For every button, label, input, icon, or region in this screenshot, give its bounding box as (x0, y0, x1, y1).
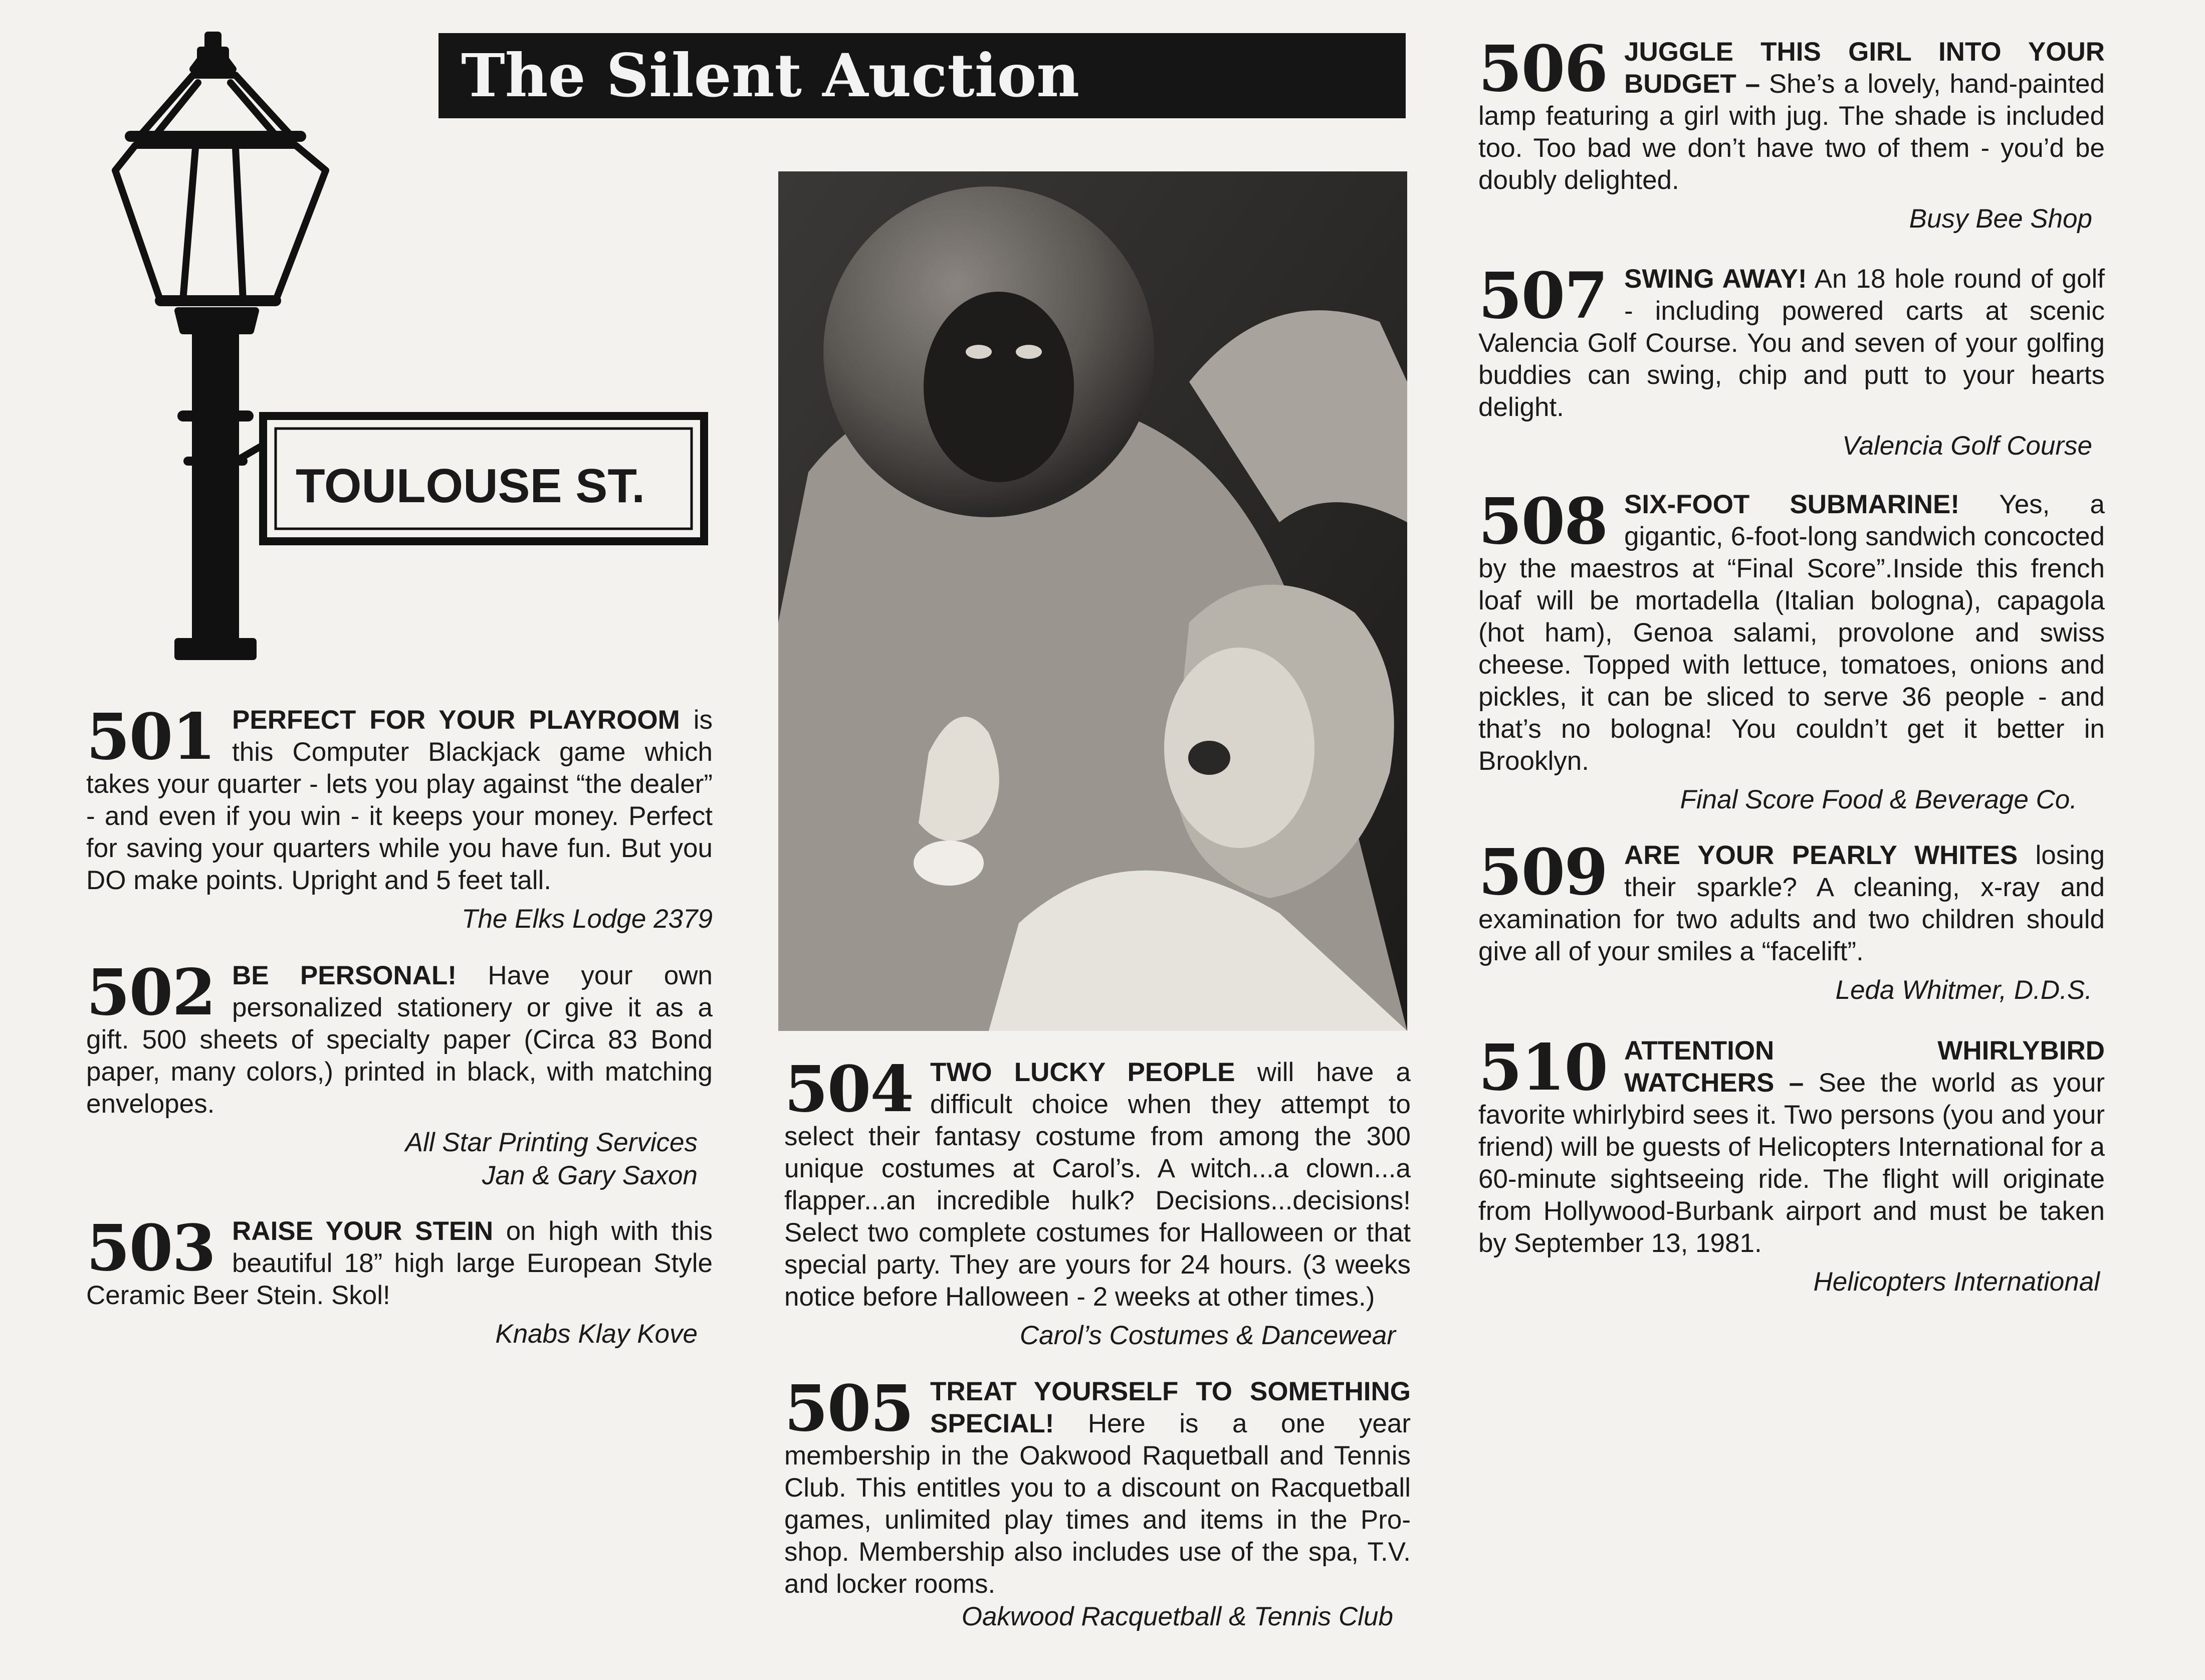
item-sponsor (86, 1318, 713, 1351)
item-body: An 18 hole round of golf - including powered carts at scenic Valencia Golf Course. You and seven of your golfing buddies can swing, chip and putt to your hearts delight. (1478, 264, 2105, 422)
auction-item-503 (86, 1211, 713, 1351)
item-number: 510 (1478, 1030, 1608, 1105)
auction-item-504 (784, 1052, 1411, 1352)
item-body: on high with this beautiful 18” high large European Style Ceramic Beer Stein. Skol! (86, 1216, 713, 1310)
auction-item-509 (1478, 835, 2105, 1007)
sponsor-name: Leda Whitmer, D.D.S. (1835, 975, 2092, 1005)
sponsor-name: Oakwood Racquetball & Tennis Club (961, 1602, 1393, 1631)
item-headline: SWING AWAY! (1624, 264, 1807, 294)
street-sign-label: TOULOUSE ST. (296, 459, 645, 513)
item-body: Yes, a gigantic, 6-foot-long sandwich concocted by the maestros at “Final Score”.Inside this french loaf will be mortadella (Italian bologna), capagola (hot ham), Genoa salami, provolone and swiss cheese. Topped with lettuce, tomatoes, onions and pickles, it can be sliced to serve 36 people - and that’s no bologna! You couldn’t get it better in Brooklyn. (1478, 490, 2105, 776)
sponsor-name: Knabs Klay Kove (495, 1319, 698, 1349)
item-number: 505 (784, 1371, 914, 1445)
sponsor-name: The Elks Lodge 2379 (462, 904, 713, 934)
sponsor-name: Jan & Gary Saxon (482, 1161, 698, 1190)
sponsor-name: Valencia Golf Course (1842, 431, 2092, 461)
item-body: Have your own personalized stationery or give it as a gift. 500 sheets of specialty paper (Circa 83 Bond paper, many colors,) printed in black, with matching envelopes. (86, 961, 713, 1119)
item-sponsor (1478, 430, 2105, 463)
auction-item-506 (1478, 32, 2105, 236)
item-sponsor (1478, 202, 2105, 236)
item-body: is this Computer Blackjack game which takes your quarter - lets you play against “the dealer” - and even if you win - it keeps your money. Perfect for saving your quarters while you have fun. But you DO make points. Upright and 5 feet tall. (86, 705, 713, 895)
item-headline: TWO LUCKY PEOPLE (930, 1058, 1235, 1087)
item-body: Here is a one year membership in the Oakwood Raquetball and Tennis Club. This entitles you to a discount on Racquetball games, unlimited play times and items in the Pro-shop. Membership also includes use of the spa, T.V. and locker rooms. (784, 1409, 1411, 1599)
auction-item-501 (86, 700, 713, 936)
item-headline: TREAT YOURSELF TO SOMETHING SPECIAL! (930, 1377, 1411, 1438)
sponsor-name: Carol’s Costumes & Dancewear (1019, 1321, 1396, 1350)
auction-item-505 (784, 1371, 1411, 1633)
item-headline: PERFECT FOR YOUR PLAYROOM (232, 705, 680, 735)
item-sponsor (86, 903, 713, 936)
item-body: She’s a lovely, hand-painted lamp featuring a girl with jug. The shade is included too. Too bad we don’t have two of them - you’d be doubly delighted. (1478, 69, 2105, 195)
sponsor-name: Busy Bee Shop (1909, 204, 2092, 234)
auction-item-508 (1478, 484, 2105, 816)
item-headline: RAISE YOUR STEIN (232, 1216, 494, 1246)
item-headline: SIX-FOOT SUBMARINE! (1624, 490, 1960, 519)
item-number: 506 (1478, 32, 1608, 106)
item-body: losing their sparkle? A cleaning, x-ray and examination for two adults and two children should give all of your smiles a “facelift”. (1478, 841, 2105, 966)
page-title: The Silent Auction (438, 33, 1406, 118)
item-number: 507 (1478, 259, 1608, 333)
auction-item-507 (1478, 259, 2105, 463)
item-headline: ARE YOUR PEARLY WHITES (1624, 841, 2018, 870)
item-sponsor (784, 1600, 1411, 1633)
item-headline: JUGGLE THIS GIRL INTO YOUR BUDGET – (1624, 37, 2105, 99)
item-headline: BE PERSONAL! (232, 961, 457, 990)
sponsor-name: Helicopters International (1813, 1267, 2100, 1297)
item-headline: ATTENTION WHIRLYBIRD WATCHERS – (1624, 1036, 2105, 1098)
item-sponsor (1478, 783, 2105, 816)
sponsor-name: Final Score Food & Beverage Co. (1680, 785, 2077, 814)
costume-photo (778, 171, 1407, 1031)
item-body: will have a difficult choice when they attempt to select their fantasy costume from among the 300 unique costumes at Carol’s. A witch...a clown...a flapper...an incredible hulk? Decisions...decisions! Select two complete costumes for Halloween or that special party. They are yours for 24 hours. (3 weeks notice before Halloween - 2 weeks at other times.) (784, 1058, 1411, 1312)
item-number: 502 (86, 955, 215, 1029)
item-number: 508 (1478, 484, 1608, 558)
item-sponsor (784, 1319, 1411, 1352)
item-number: 509 (1478, 835, 1608, 909)
item-sponsor (1478, 1266, 2105, 1299)
auction-item-502 (86, 955, 713, 1192)
costumed-creature-photo-icon (778, 171, 1407, 1031)
item-number: 504 (784, 1052, 914, 1126)
auction-item-510 (1478, 1030, 2105, 1299)
item-number: 501 (86, 700, 215, 774)
item-number: 503 (86, 1211, 215, 1285)
sponsor-name: All Star Printing Services (405, 1128, 698, 1157)
item-sponsor (1478, 974, 2105, 1007)
item-sponsor (86, 1126, 713, 1192)
item-body: See the world as your favorite whirlybird sees it. Two persons (you and your friend) will be guests of Helicopters International for a 60-minute sightseeing ride. The flight will originate from Hollywood-Burbank airport and must be taken by September 13, 1981. (1478, 1068, 2105, 1258)
